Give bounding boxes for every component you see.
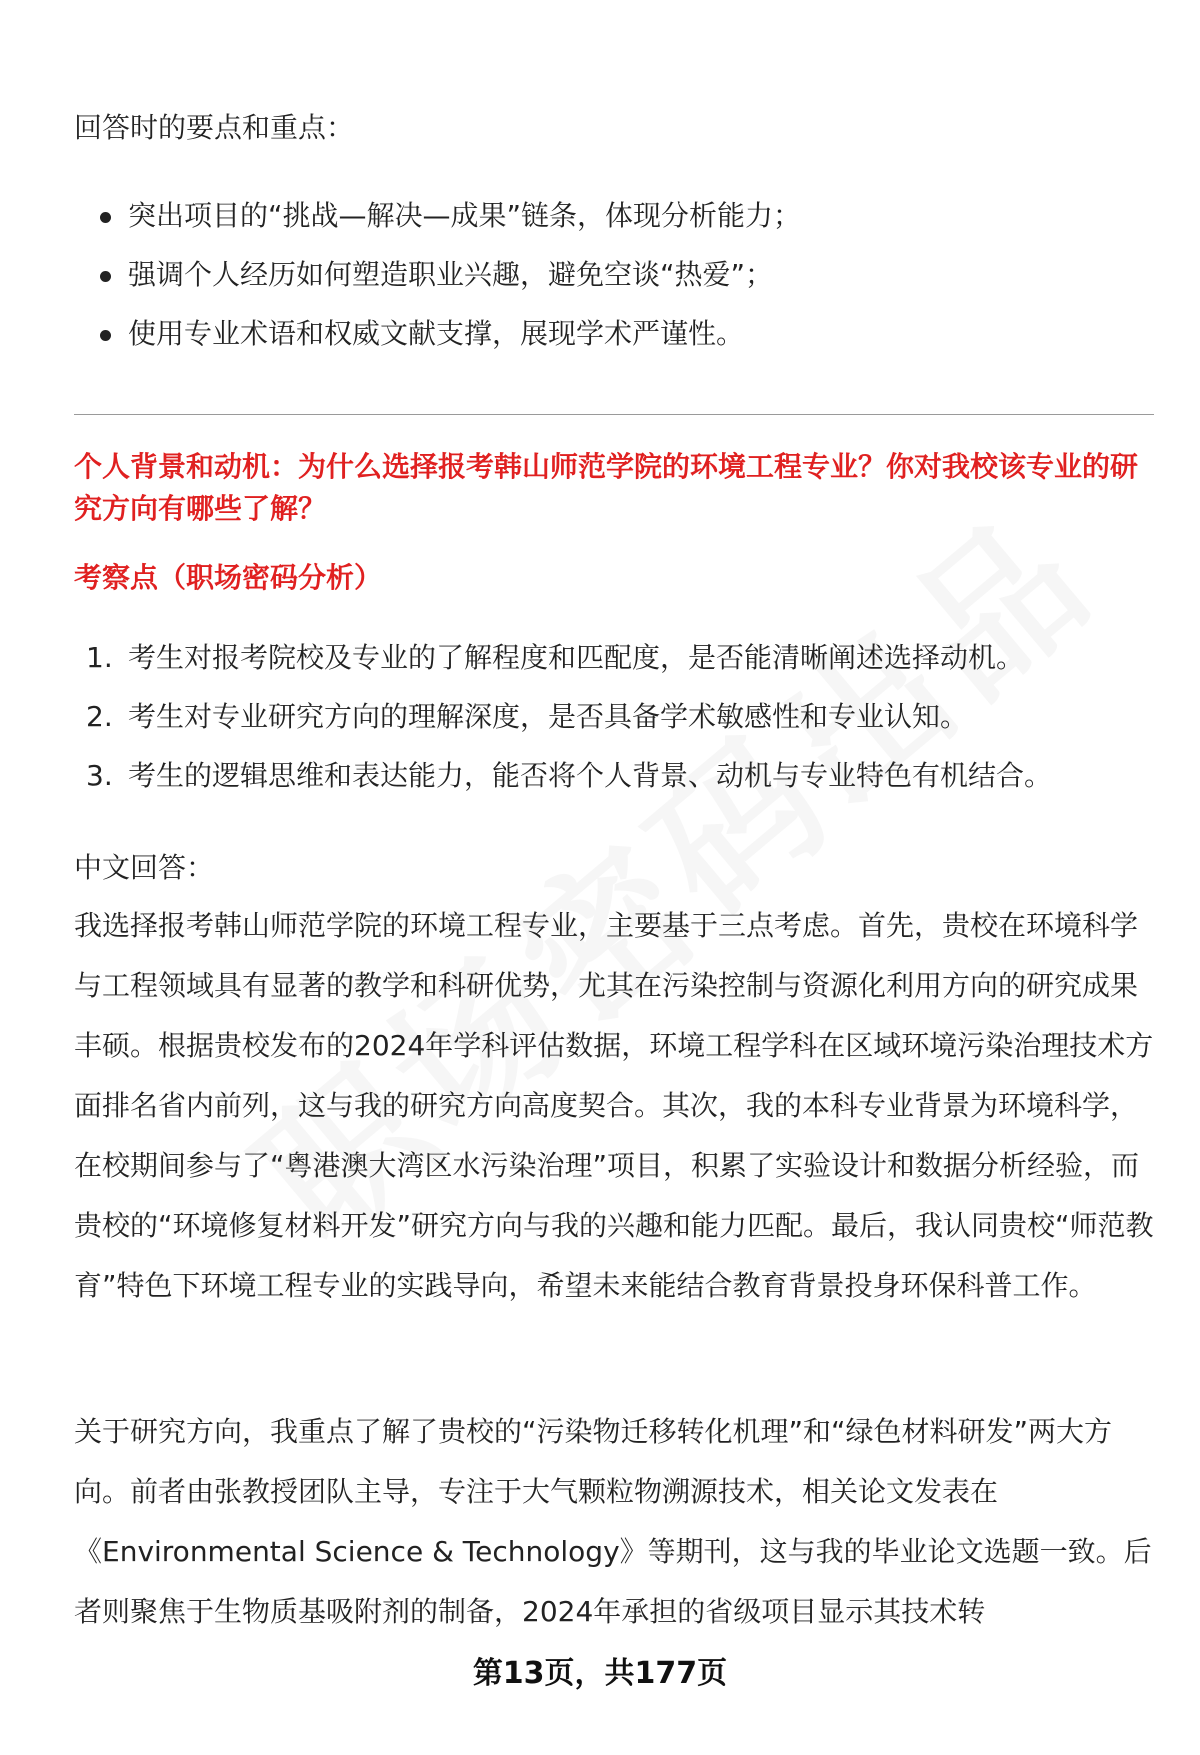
- answer-label: 中文回答：: [74, 851, 215, 884]
- key-points-list: [74, 196, 801, 373]
- document-page: [74, 0, 1154, 1755]
- list-text: 考生对报考院校及专业的了解程度和匹配度，是否能清晰阐述选择动机。: [128, 641, 1025, 674]
- assessment-heading: 考察点（职场密码分析）: [74, 561, 383, 594]
- list-item: [74, 756, 1052, 796]
- list-number: 2.: [86, 700, 113, 733]
- list-item: 使用专业术语和权威文献支撑，展现学术严谨性。: [74, 314, 801, 354]
- page-number-footer: 第13页，共177页: [472, 1656, 728, 1691]
- intro-line: 回答时的要点和重点：: [74, 111, 355, 144]
- question-heading: 个人背景和动机：为什么选择报考韩山师范学院的环境工程专业？你对我校该专业的研究方向有哪些了解？: [74, 450, 1139, 525]
- assessment-points-list: [74, 638, 1052, 815]
- list-text: 考生对专业研究方向的理解深度，是否具备学术敏感性和专业认知。: [128, 700, 969, 733]
- list-item: 突出项目的“挑战—解决—成果”链条，体现分析能力；: [74, 196, 801, 236]
- list-number: 3.: [86, 759, 113, 792]
- list-number: 1.: [86, 641, 113, 674]
- list-item: [74, 638, 1052, 678]
- answer-paragraph-2: 关于研究方向，我重点了解了贵校的“污染物迁移转化机理”和“绿色材料研发”两大方向。前者由张教授团队主导，专注于大气颗粒物溯源技术，相关论文发表在《Environmental Science & Technology》等期刊，这与我的毕业论文选题一致。后者则聚焦于生物质基吸附剂的制备，2024年承担的省级项目显示其技术转: [74, 1415, 1152, 1628]
- list-text: 考生的逻辑思维和表达能力，能否将个人背景、动机与专业特色有机结合。: [128, 759, 1053, 792]
- list-item: 强调个人经历如何塑造职业兴趣，避免空谈“热爱”；: [74, 255, 801, 295]
- list-item: [74, 697, 1052, 737]
- answer-paragraph-1: 我选择报考韩山师范学院的环境工程专业，主要基于三点考虑。首先，贵校在环境科学与工程领域具有显著的教学和科研优势，尤其在污染控制与资源化利用方向的研究成果丰硕。根据贵校发布的2024年学科评估数据，环境工程学科在区域环境污染治理技术方面排名省内前列，这与我的研究方向高度契合。其次，我的本科专业背景为环境科学，在校期间参与了“粤港澳大湾区水污染治理”项目，积累了实验设计和数据分析经验，而贵校的“环境修复材料开发”研究方向与我的兴趣和能力匹配。最后，我认同贵校“师范教育”特色下环境工程专业的实践导向，希望未来能结合教育背景投身环保科普工作。: [74, 909, 1154, 1302]
- section-divider: [74, 414, 1154, 415]
